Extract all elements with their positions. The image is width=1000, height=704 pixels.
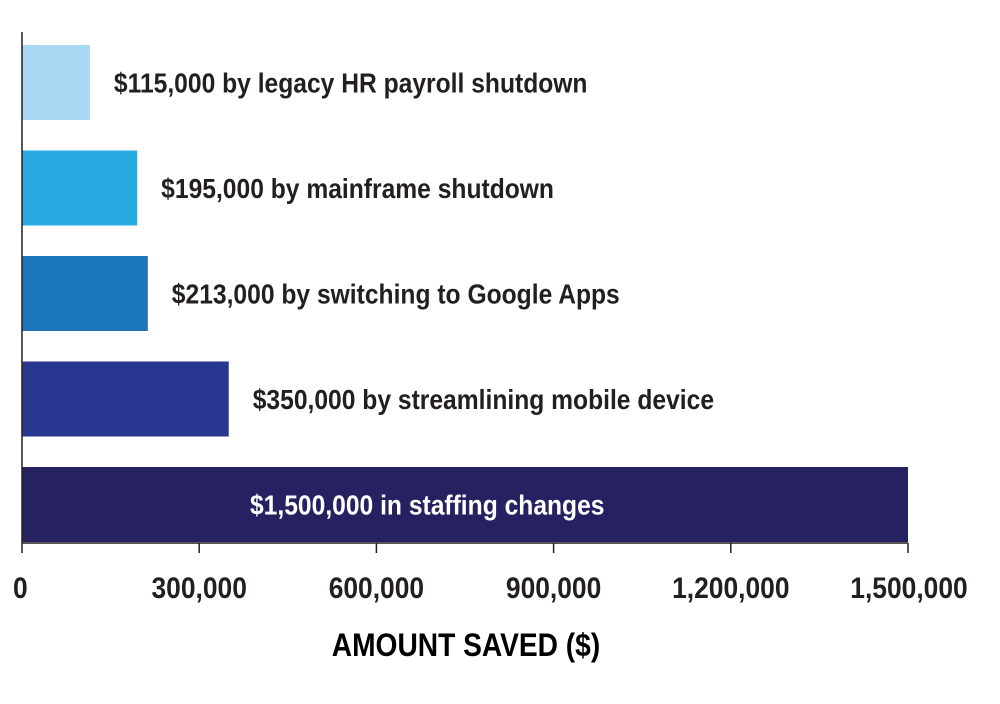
x-tick-label-0: 0 [13,570,28,605]
bar-2 [22,256,148,331]
bar-label-1: $195,000 by mainframe shutdown [161,172,554,205]
bar-label-0: $115,000 by legacy HR payroll shutdown [113,67,588,99]
bar-3 [22,362,229,437]
bar-label-4: $1,500,000 in staffing changes [250,489,605,521]
bar-0 [22,45,90,120]
bar-labels-layer [114,67,714,521]
x-tick-label-4: 1,200,000 [672,570,790,605]
bar-label-3: $350,000 by streamlining mobile device [252,383,715,416]
x-tick-label-5: 1,500,000 [850,570,968,605]
bar-label-2: $213,000 by switching to Google Apps [171,278,620,310]
bar-1 [22,151,137,226]
x-tick-label-1: 300,000 [151,570,247,605]
x-tick-label-2: 600,000 [328,570,425,605]
x-axis-title: AMOUNT SAVED ($) [331,628,601,664]
x-tick-label-3: 900,000 [505,570,602,605]
